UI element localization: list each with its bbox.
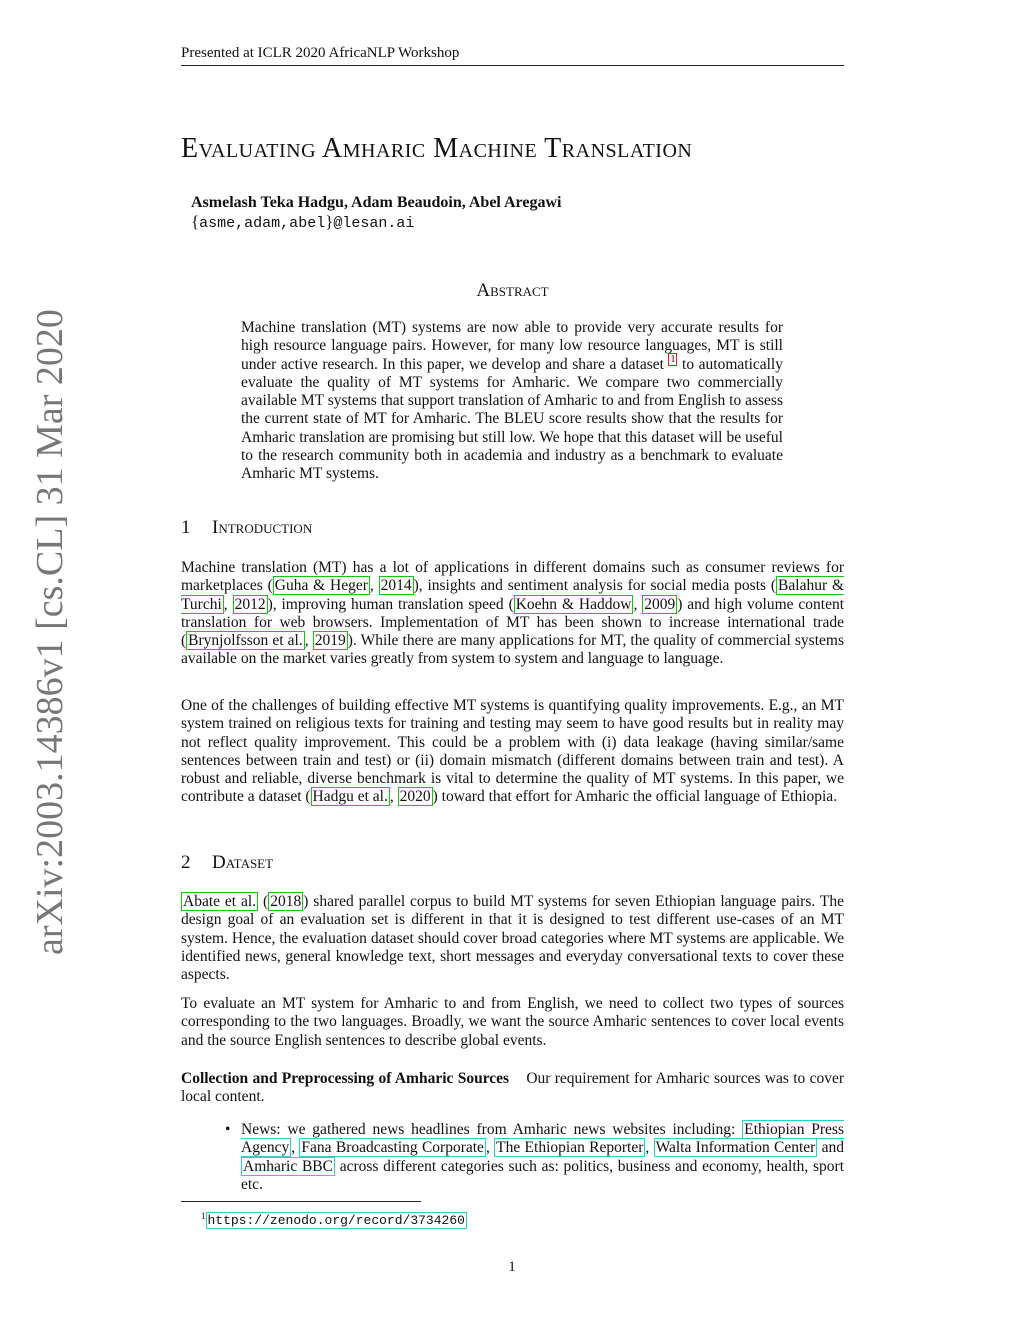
collection-paragraph — [181, 1070, 844, 1107]
author-emails — [191, 212, 791, 234]
citation-year-link[interactable]: 2014 — [380, 577, 412, 595]
author-list: Asmelash Teka Hadgu, Adam Beaudoin, Abel Aregawi — [191, 194, 562, 211]
footnote-mark: 1 — [201, 1211, 206, 1221]
section-title: Dataset — [212, 852, 274, 873]
footnote — [201, 1207, 701, 1230]
abstract-text-1: Machine translation (MT) systems are now able to provide very accurate results for high resource language pairs. However, for many low resource languages, MT is still under active research. In this paper, we develop and share a dataset — [241, 319, 783, 373]
section-heading-dataset — [181, 852, 844, 874]
bullet-icon: • — [225, 1121, 231, 1138]
source-link[interactable]: Amharic BBC — [243, 1157, 333, 1175]
source-link[interactable]: The Ethiopian Reporter — [496, 1139, 644, 1157]
citation-separator: ( — [258, 893, 269, 910]
arxiv-identifier: arXiv:2003.14386v1 [cs.CL] 31 Mar 2020 — [29, 309, 71, 955]
paragraph-text: ), insights and sentiment analysis for social media posts ( — [413, 577, 777, 595]
intro-paragraph-1 — [181, 559, 844, 669]
dataset-paragraph-2: To evaluate an MT system for Amharic to and from English, we need to collect two types of sources corresponding to the two languages. Broadly, we want the source Amharic sentences to cover local events and the source English sentences to describe global events. — [181, 995, 844, 1049]
email-brace-open: { — [191, 212, 200, 231]
intro-paragraph-2 — [181, 697, 844, 807]
abstract-body — [241, 319, 783, 484]
link-separator: , — [485, 1139, 495, 1157]
citation-link[interactable]: Balahur & Turchi — [181, 577, 844, 613]
bullet-text: News: we gathered news headlines from Amharic news websites including: — [241, 1121, 743, 1138]
citation-separator: , — [304, 632, 313, 650]
abstract-heading: Abstract — [476, 280, 549, 301]
paragraph-text: Our requirement for Amharic sources was to cover local content. — [181, 1070, 845, 1106]
section-heading-introduction — [181, 517, 844, 539]
citation-year-link[interactable]: 2019 — [314, 632, 346, 650]
paragraph-text: ) and high volume content translation for web browsers. Implementation of MT has been shown to increase international trade ( — [181, 595, 845, 650]
source-link[interactable]: Ethiopian Press Agency — [241, 1121, 844, 1157]
citation-year-link[interactable]: 2020 — [399, 788, 431, 806]
paragraph-text: One of the challenges of building effective MT systems is quantifying quality improvements. E.g., an MT system trained on religious texts for training and testing may seem to have good results but in reality may not reflect quality improvement. This could be a problem with (i) data leakage (having similar/same sentences between train and test) or (ii) domain mismatch (different domains between train and test). A robust and reliable, diverse benchmark is vital to determine the quality of MT systems. In this paper, we contribute a dataset ( — [181, 697, 844, 806]
paper-title: Evaluating Amharic Machine Translation — [181, 133, 693, 164]
citation-year-link[interactable]: 2009 — [644, 595, 676, 613]
bullet-text: across different categories such as: politics, business and economy, health, sport etc. — [241, 1157, 844, 1193]
link-separator: and — [817, 1139, 845, 1157]
paragraph-heading: Collection and Preprocessing of Amharic Sources — [181, 1070, 510, 1087]
section-title: Introduction — [212, 517, 313, 538]
link-separator: , — [291, 1139, 300, 1157]
email-domain: @lesan.ai — [333, 215, 415, 232]
citation-year-link[interactable]: 2012 — [234, 595, 266, 613]
citation-link[interactable]: Brynjolfsson et al. — [188, 632, 303, 650]
citation-separator: , — [633, 595, 643, 613]
link-separator: , — [645, 1139, 654, 1157]
news-bullet-item — [225, 1121, 845, 1194]
footnote-ref-link[interactable]: 1 — [670, 354, 676, 366]
abstract-text-2: to automatically evaluate the quality of MT systems for Amharic. We compare two commercially available MT systems that support translation of Amharic to and from English to assess the current state of MT for Amharic. The BLEU score results show that the results for Amharic translation are promising but still low. We hope that this dataset will be useful to the research community both in academia and industry as a benchmark to evaluate Amharic MT systems. — [241, 355, 783, 483]
citation-link[interactable]: Hadgu et al. — [312, 788, 388, 806]
citation-separator: , — [389, 788, 398, 806]
citation-link[interactable]: Abate et al. — [183, 893, 257, 910]
citation-link[interactable]: Koehn & Haddow — [515, 595, 632, 613]
paragraph-text: ). While there are many applications for MT, the quality of commercial systems available on the market varies greatly from system to system and language to language. — [181, 632, 844, 668]
section-number: 1 — [181, 517, 191, 538]
source-link[interactable]: Fana Broadcasting Corporate — [301, 1139, 484, 1157]
source-link[interactable]: Walta Information Center — [655, 1139, 816, 1157]
paragraph-text: Machine translation (MT) has a lot of applications in different domains such as consumer reviews for marketplaces ( — [181, 559, 844, 595]
email-names: asme,adam,abel — [199, 215, 326, 232]
footnote-divider — [181, 1201, 421, 1202]
citation-separator: , — [369, 577, 379, 595]
dataset-paragraph-1 — [181, 893, 844, 984]
citation-link[interactable]: Guha & Heger — [274, 577, 368, 595]
email-brace-close: } — [325, 212, 334, 231]
section-number: 2 — [181, 852, 191, 873]
paragraph-text: ) shared parallel corpus to build MT systems for seven Ethiopian language pairs. The design goal of an evaluation set is different in that it is designed to test different use-cases of an MT system. Hence, the evaluation dataset should cover broad categories where MT systems are applicable. We identified news, general knowledge text, short messages and everyday conversational texts to cover these aspects. — [181, 893, 844, 984]
page-number: 1 — [508, 1259, 516, 1275]
paragraph-text: ) toward that effort for Amharic the official language of Ethiopia. — [432, 788, 838, 806]
footnote-url-link[interactable]: https://zenodo.org/record/3734260 — [207, 1213, 465, 1229]
paragraph-text: ), improving human translation speed ( — [267, 595, 514, 613]
citation-separator: , — [223, 595, 233, 613]
running-header: Presented at ICLR 2020 AfricaNLP Workshop — [181, 44, 844, 66]
citation-year-link[interactable]: 2018 — [270, 893, 302, 910]
